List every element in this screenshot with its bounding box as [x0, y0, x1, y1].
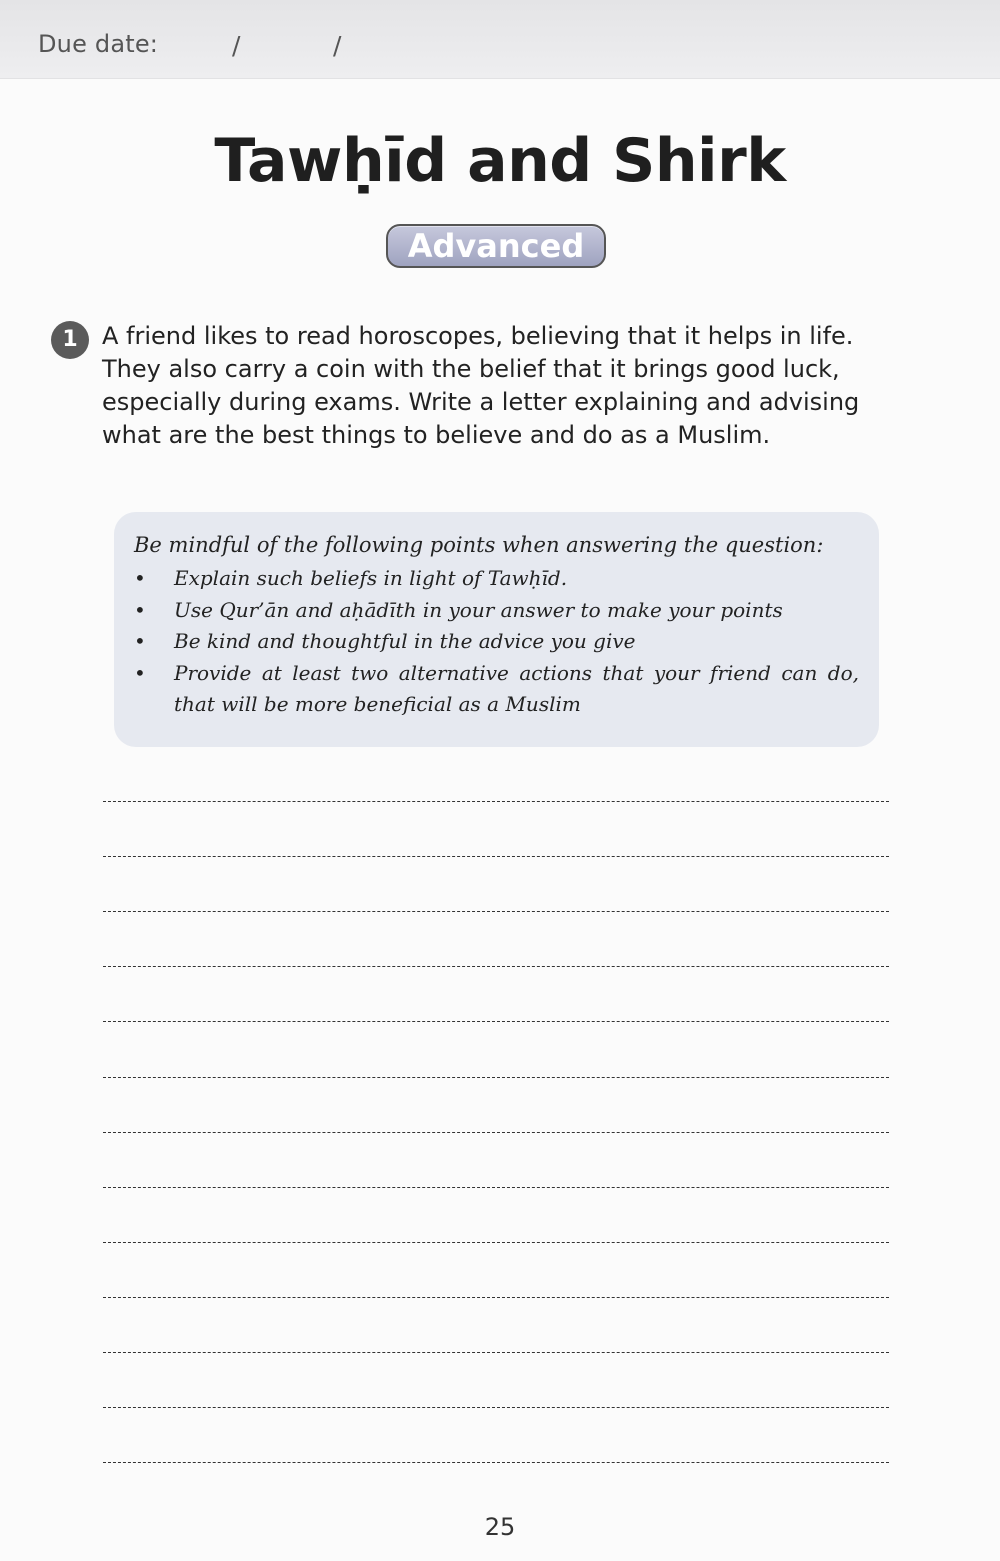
hint-item: [134, 626, 859, 658]
answer-line[interactable]: [103, 966, 889, 967]
question-number-badge: 1: [51, 321, 89, 359]
answer-line[interactable]: [103, 1021, 889, 1022]
hint-item: [134, 563, 859, 595]
date-separator: /: [232, 31, 241, 60]
date-separator: /: [333, 31, 342, 60]
answer-line[interactable]: [103, 1462, 889, 1463]
answer-line[interactable]: [103, 1077, 889, 1078]
level-badge: Advanced: [386, 224, 606, 268]
answer-line[interactable]: [103, 1352, 889, 1353]
answer-line[interactable]: [103, 1242, 889, 1243]
answer-line[interactable]: [103, 1187, 889, 1188]
hint-item-text: Explain such beliefs in light of Tawḥīd.: [174, 566, 568, 590]
answer-line[interactable]: [103, 856, 889, 857]
answer-line[interactable]: [103, 1297, 889, 1298]
hint-item-text: Use Qur’ān and aḥādīth in your answer to make your points: [174, 597, 783, 622]
bullet-icon: •: [134, 597, 146, 622]
hint-intro: Be mindful of the following points when answering the question:: [134, 533, 824, 557]
bullet-icon: •: [134, 660, 146, 685]
bullet-icon: •: [134, 566, 146, 590]
question-text: A friend likes to read horoscopes, believing that it helps in life. They also carry a coin with the belief that it brings good luck, especially during exams. Write a letter explaining and advising what are the best things to believe and do as a Muslim.: [102, 322, 860, 449]
bullet-icon: •: [134, 629, 146, 653]
page-title: Tawḥīd and Shirk: [214, 126, 786, 196]
hint-item: [134, 595, 859, 627]
page-number: 25: [484, 1513, 516, 1541]
hint-item-text: Provide at least two alternative actions that your friend can do, that will be more beneficial as a Muslim: [174, 660, 859, 716]
answer-line[interactable]: [103, 1132, 889, 1133]
answer-line[interactable]: [103, 911, 889, 912]
hint-item: [134, 658, 859, 721]
answer-line[interactable]: [103, 1407, 889, 1408]
due-date-label: Due date:: [38, 30, 159, 58]
hint-list: [134, 563, 859, 721]
hint-box: [114, 512, 879, 747]
answer-line[interactable]: [103, 801, 889, 802]
hint-item-text: Be kind and thoughtful in the advice you give: [174, 629, 636, 653]
header-bar: [0, 0, 1000, 79]
